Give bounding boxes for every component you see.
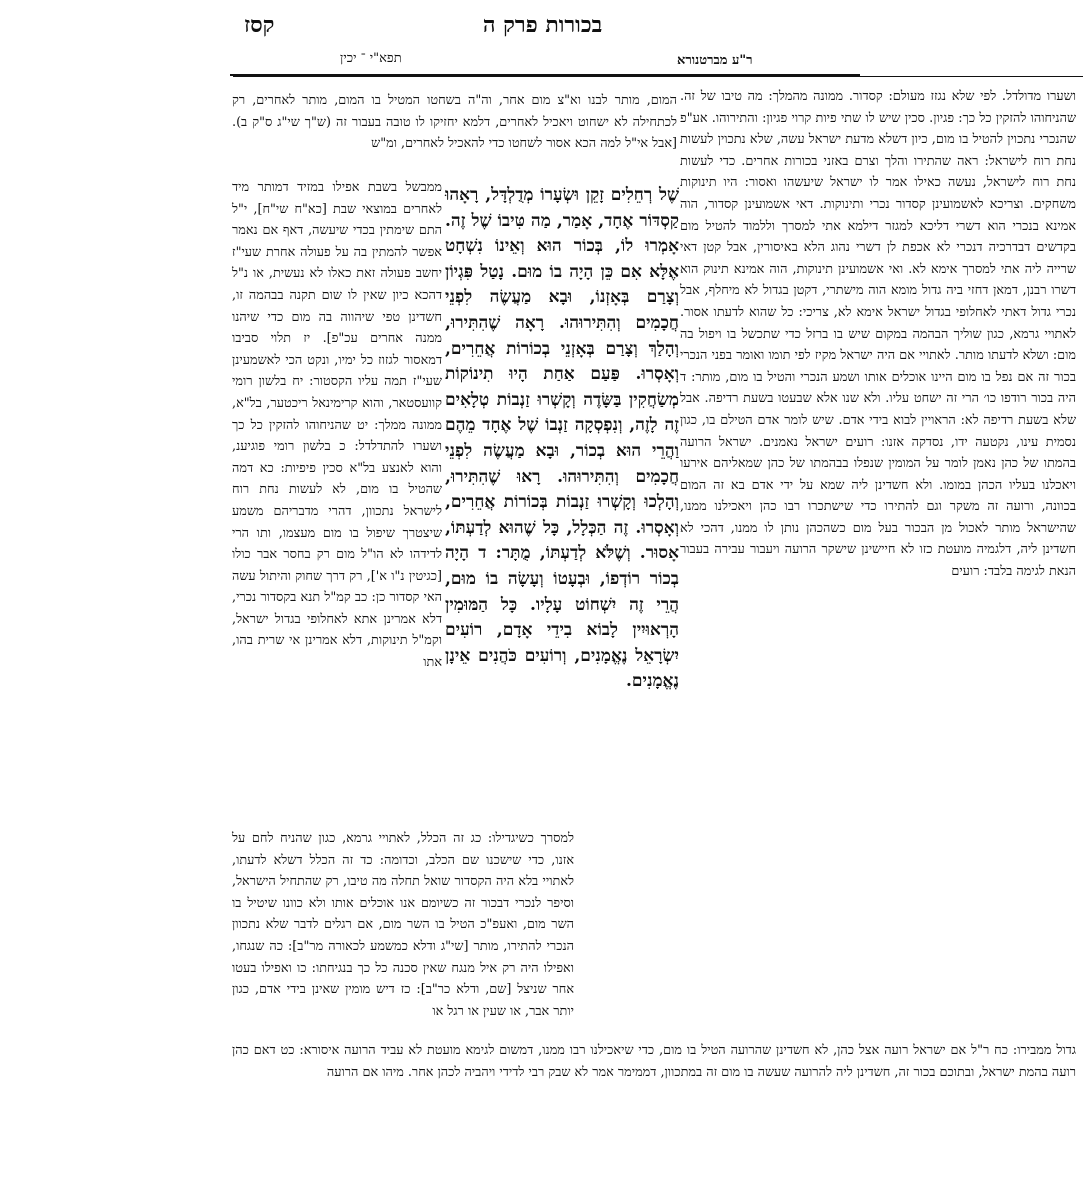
chapter-title: בכורות פרק ה	[482, 12, 603, 38]
yachin-commentary-top	[232, 90, 677, 155]
yachin-footer-text: גדול ממבירו: כח ר"ל אם ישראל רועה אצל כהן, לא חשדינן שהרועה הטיל בו מום, כדי שיאכילנו רבו ממנו, דמשום לגימא מועטת לא עביד הרועה איסורא: כט דאם כהן רועה בהמת ישראל, ובתוכם בכור זה, חשדינן ליה להרועה שעשה בו מום זה במתכוון, דממימר אמר לא שבק רבי לדידי ויהביה לכהן אחר. מיהו אם הרועה	[232, 1043, 1076, 1080]
yachin-commentary-footer	[232, 1040, 1076, 1083]
reference-label: תפא"י ־ יכין	[340, 51, 402, 66]
page-header	[230, 38, 860, 76]
yachin-commentary-column	[232, 177, 442, 674]
commentator-label: ר"ע מברטנורא	[677, 53, 753, 68]
yachin-column-text: ממבשל בשבת אפילו במזיד דמותר מיד לאחרים במוצאי שבת [כא"ח שי"ח], י"ל התם שימתין בכדי שיעשה, דאף אם נאמר אפשר להמתין בה על פעולה אחרת שעי"ז יחשב פעולה זאת כאלו לא נעשית, או נ"ל דהכא כיון שאין לו שום תקנה בבהמה זו, חשדינן טפי שיהווה בה מום כדי שיהנו ממנה אחרים עכ"פ]. יז תלוי סביבו דמאסור לגזוז כל ימיו, ונקט הכי לאשמעינן שעי"ז תמה עליו הקסטור: יח בלשון רומי קוועסטאר, והוא קרימינאל ריכטער, בל"א, ממונה ממלך: יט שהניחוהו להזקין כל כך ושערו להתדלדל: כ בלשון רומי פוגיענ, והוא לאנצע בל"א סכין פיפיות: כא דמה שהטיל בו מום, לא לעשות נחת רוח לישראל נתכוון, דהרי מדבריהם משמע שיצטרך שיפול בו מום מעצמו, ותו הרי לדידהו לא הו"ל מום רק בחסר אבר כולו [כגיטין נ"ו א'], רק דרך שחוק והיתול עשה האי קסדור כן: כב קמ"ל תנא בקסדור נכרי, דלא אמרינן אתא לאחלופי בגדול ישראל, וקמ"ל תינוקות, דלא אמרינן אי שרית בהו, אתו	[232, 180, 442, 671]
bartenura-commentary	[680, 86, 1076, 583]
mishnah-text-block	[445, 183, 679, 695]
mishnah-text: שֶׁל רְחֵלִים זָקֵן וּשְׂעָרוֹ מְדֻלְדָּל, רָאָהוּ קַסְדּוֹר אֶחָד, אָמַר, מַה טִּיבוֹ שֶׁל זֶה. אָמְרוּ לוֹ, בְּכוֹר הוּא וְאֵינוֹ נִשְׁחָט אֶלָּא אִם כֵּן הָיָה בוֹ מוּם. נָטַל פִּגְיוֹן וְצָרַם בְּאָזְנוֹ, וּבָא מַעֲשֶׂה לִפְנֵי חֲכָמִים וְהִתִּירוּהוּ. רָאָה שֶׁהִתִּירוּ, וְהָלַךְ וְצָרַם בְּאָזְנֵי בְכוֹרוֹת אֲחֵרִים, וְאָסְרוּ. פַּעַם אַחַת הָיוּ תִינוֹקוֹת מְשַׂחֲקִין בַּשָּׂדֶה וְקָשְׁרוּ זַנְבוֹת טְלָאִים זֶה לָזֶה, וְנִפְסְקָה זַנְבוֹ שֶׁל אֶחָד מֵהֶם וַהֲרֵי הוּא בְכוֹר, וּבָא מַעֲשֶׂה לִפְנֵי חֲכָמִים וְהִתִּירוּהוּ. רָאוּ שֶׁהִתִּירוּ, וְהָלְכוּ וְקָשְׁרוּ זַנְבוֹת בְּכוֹרוֹת אֲחֵרִים, וְאָסְרוּ. זֶה הַכְּלָל, כָּל שֶׁהוּא לְדַעְתּוֹ, אָסוּר. וְשֶׁלֹּא לְדַעְתּוֹ, מֻתָּר: ד הָיָה בְכוֹר רוֹדְפוֹ, וּבְעָטוֹ וְעָשָׂה בוֹ מוּם, הֲרֵי זֶה יִשְׁחוֹט עָלָיו. כָּל הַמּוּמִין הָרְאוּיִין לָבוֹא בִידֵי אָדָם, רוֹעִים יִשְׂרָאֵל נֶאֱמָנִים, וְרוֹעִים כֹּהֲנִים אֵינָן נֶאֱמָנִים.	[445, 185, 679, 692]
bartenura-text: ושערו מדולדל. לפי שלא נגזז מעולם: קסדור. ממונה מהמלך: מה טיבו של זה. שהניחוהו להזקין כל כך: פגיון. סכין שיש לו שתי פיות קרוי פגיון: והתירוהו. אע"פ שהנכרי נתכוין להטיל בו מום, כיון דשלא מדעת ישראל עשה, שלא נתכוין לעשות נחת רוח לישראל: ראה שהתירו והלך וצרם באזני בכורות אחרים. כדי לעשות נחת רוח לישראל, נעשה כאילו אמר לו ישראל שיעשהו ואסור: היו תינוקות משחקים. וצריכא לאשמועינן קסדור נכרי ותינוקות. דאי אשמועינן קסדור, הוה אמינא בנכרי הוא דשרי דליכא למגזר דילמא אתי למסרך וללמוד להטיל מום בקדשים דבדרכיה דנכרי לא אכפת לן דשרי נהוג הלא באיסורין, אבל קטן דאי שרייה ליה אתי למסרך אימא לא. ואי אשמועינן תינוקות, הוה אמינא תינוק הוא דשרו רבנן, דמאן דחזי ביה גדול מומא הוה מישתרי, דקטן בגדול לא מיחלף, אבל נכרי גדול דאתי לאחלופי בגדול ישראל אימא לא, צריכי: כל שהוא לדעתו אסור. לאתויי גרמא, כגון שוליך הבהמה במקום שיש בו ברזל כדי שתכשל בו ויפול בה מום: ושלא לדעתו מותר. לאתויי אם היה ישראל מקיז לפי תומו ואומר בפני הנכרי בכור זה אם נפל בו מום היינו אוכלים אותו ושמע הנכרי והטיל בו מום, מותר: ד היה בכור רודפו כו׳ הרי זה ישחט עליו. ולא שנו אלא שבעטו בשעת רדיפה. אבל שלא בשעת רדיפה לא: הראויין לבוא בידי אדם. שיש לומר אדם הטילם בו, כגון נסמית עינו, נקטעה ידו, נסדקה אזנו: רועים ישראל נאמנים. ישראל הרועה בהמתו של כהן נאמן לומר על המומין שנפלו בבהמתו של כהן שמאליהם אירעו ויאכלנו בעליו הכהן במומו. ולא חשדינן ליה שמא על ידי אדם בא זה המום בכוונה, ורועה זה משקר וגם להתירו כדי שישתכרו רבו כהן ויאכילנו ממנו, שהישראל מותר לאכול מן הבכור בעל מום כשהכהן נותן לו ממנו, דהכי לא חשדינן ליה, דלגמיה מועטת כזו לא חיישינן שישקר הרועה ויעבור עבירה בעבור הנאת לגימה בלבד: רועים	[680, 89, 1076, 580]
yachin-commentary-bottom	[232, 828, 574, 1022]
yachin-top-text: המום, מותר לבנו וא"צ מום אחר, וה"ה בשחטו המטיל בו המום, מותר לאחרים, רק לכתחילה לא ישחוט ויאכיל לאחרים, דלמא יחזיקו לו טובה בעבור זה (ש"ך שי"ג ס"ק ב). [אבל אי"ל למה הכא אסור לשחטו כדי להאכיל לאחרים, ומ"ש	[232, 93, 677, 152]
header-rule	[233, 76, 1083, 77]
page-number: קסז	[244, 12, 275, 38]
yachin-bottom-text: למסרך כשיגדילו: כג זה הכלל, לאתויי גרמא, כגון שהניח לחם על אזנו, כדי שישכנו שם הכלב, וכדומה: כד זה הכלל דשלא לדעתו, לאתויי בלא היה הקסדור שואל תחלה מה טיבו, רק שהתחיל הישראל, וסיפר לנכרי דבכור זה כשיומם אנו אוכלים אותו ולא כוונו שיטיל בו השר מום, ואעפ"כ הטיל בו השר מום, אם רגלים לדבר שלא נתכוון הנכרי להתירו, מותר [שי"ג ודלא כמשמע לכאורה מר"ב]: כה שנגחו, ואפילו היה רק איל מנגח שאין סכנה כל כך בנגיחתו: כו ואפילו בעטו אחר שניצל [שם, ודלא כר"ב]: כז דיש מומין שאינן בידי אדם, כגון יותר אבר, או שעין או רגל או	[232, 831, 574, 1019]
